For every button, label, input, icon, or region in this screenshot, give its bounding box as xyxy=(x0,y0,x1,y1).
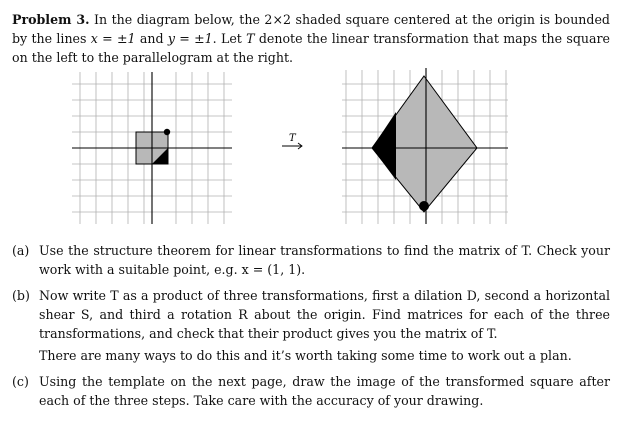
part-a-text: Use the structure theorem for linear transformations to find the matrix of T. Check your work with a suitable point, e.g. x = (1, 1). xyxy=(39,243,610,277)
transform-T: T xyxy=(246,31,255,46)
square-black-dot xyxy=(164,129,170,135)
problem-text-4: denote the linear transformation that maps the square on the left to the parallelogram at the right. xyxy=(12,31,610,65)
part-c-label: (c) xyxy=(12,374,29,389)
part-b-label: (b) xyxy=(12,288,30,303)
line-x: x = ±1 xyxy=(90,31,136,46)
problem-statement xyxy=(12,10,610,67)
part-b xyxy=(12,286,610,343)
problem-parts xyxy=(12,241,610,417)
line-y: y = ±1 xyxy=(167,31,213,46)
problem-label: Problem 3. xyxy=(12,12,90,27)
part-b-note: There are many ways to do this and it’s worth taking some time to work out a plan. xyxy=(39,348,572,363)
left-square-figure xyxy=(70,66,240,230)
problem-text-3: . Let xyxy=(212,31,247,46)
parallelogram-black-triangle xyxy=(372,112,396,180)
transform-arrow xyxy=(280,131,306,155)
problem-text-1: In the diagram below, the 2×2 shaded square centered at the origin is bounded by the lines xyxy=(12,12,610,46)
part-a-label: (a) xyxy=(12,243,30,258)
parallelogram-black-dot xyxy=(419,201,429,211)
part-a xyxy=(12,241,610,279)
part-c-text: Using the template on the next page, draw the image of the transformed square after each of the three steps. Take care with the accuracy of your drawing. xyxy=(39,374,610,408)
problem-text-2: and xyxy=(135,31,168,46)
part-c xyxy=(12,372,610,410)
right-parallelogram-figure xyxy=(342,66,510,230)
arrow-label: T xyxy=(289,133,296,144)
part-b-text: Now write T as a product of three transformations, first a dilation D, second a horizontal shear S, and third a rotation R about the origin. Find matrices for each of the three transformations, and check that their product gives you the matrix of T. xyxy=(39,288,610,341)
